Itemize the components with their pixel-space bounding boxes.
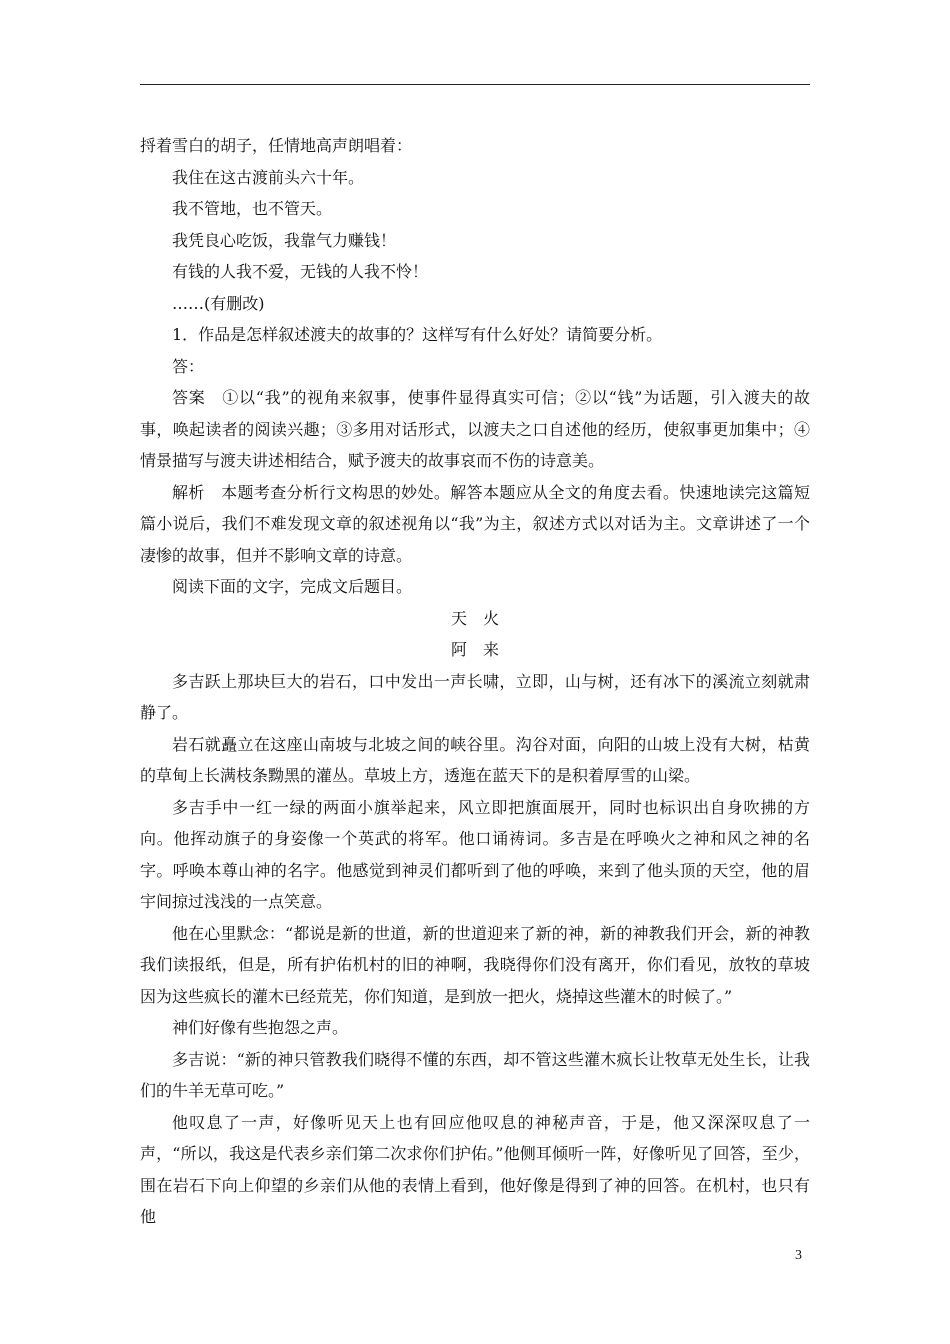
article-paragraph: 神们好像有些抱怨之声。 (172, 1018, 349, 1037)
article-author: 阿 来 (450, 640, 499, 659)
answer-label: 答案 (172, 388, 206, 407)
poem-intro: 捋着雪白的胡子，任情地高声朗唱着： (140, 136, 413, 155)
analysis-text: 本题考查分析行文构思的妙处。解答本题应从全文的角度去看。快速地读完这篇短篇小说后，我们不难发现文章的叙述视角以“我”为主，叙述方式以对话为主。文章讲述了一个凄惨的故事，但并不影响文章的诗意。 (140, 482, 810, 565)
source-note: ……(有删改) (172, 293, 265, 313)
analysis-paragraph (140, 477, 810, 572)
answer-paragraph (140, 382, 810, 477)
poem-line: 我凭良心吃饭，我靠气力赚钱！ (172, 230, 397, 250)
page-content (140, 130, 810, 1233)
article-paragraph: 他叹息了一声，好像听见天上也有回应他叹息的神秘声音，于是，他又深深叹息了一声，“所以，我这是代表乡亲们第二次求你们护佑。”他侧耳倾听一阵，好像听见了回答，至少，围在岩石下向上仰望的乡亲们从他的表情上看到，他好像是得到了神的回答。在机村，也只有他 (140, 1112, 810, 1226)
header-rule (140, 84, 810, 85)
answer-prompt: 答： (172, 356, 205, 376)
poem-line: 我住在这古渡前头六十年。 (172, 167, 365, 187)
question-1: 1．作品是怎样叙述渡夫的故事的？这样写有什么好处？请简要分析。 (172, 325, 663, 344)
page-number: 3 (795, 1248, 802, 1263)
article-paragraph: 多吉跃上那块巨大的岩石，口中发出一声长啸，立即，山与树，还有冰下的溪流立刻就肃静了。 (140, 671, 810, 722)
article-paragraph: 岩石就矗立在这座山南坡与北坡之间的峡谷里。沟谷对面，向阳的山坡上没有大树，枯黄的草甸上长满枝条黝黑的灌丛。草坡上方，透迤在蓝天下的是积着厚雪的山梁。 (140, 734, 810, 785)
article-title: 天 火 (450, 608, 499, 628)
answer-text: ①以“我”的视角来叙事，使事件显得真实可信；②以“钱”为话题，引入渡夫的故事，唤起读者的阅读兴趣；③多用对话形式，以渡夫之口自述他的经历，使叙事更加集中；④情景描写与渡夫讲述相结合，赋予渡夫的故事哀而不伤的诗意美。 (140, 388, 810, 470)
article-paragraph: 他在心里默念：“都说是新的世道，新的世道迎来了新的神，新的神教我们开会，新的神教我们读报纸，但是，所有护佑机村的旧的神啊，我晓得你们没有离开，你们看见，放牧的草坡因为这些疯长的灌木已经荒芜，你们知道，是到放一把火，烧掉这些灌木的时候了。” (140, 923, 810, 1006)
article-paragraph: 多吉手中一红一绿的两面小旗举起来，风立即把旗面展开，同时也标识出自身吹拂的方向。他挥动旗子的身姿像一个英武的将军。他口诵祷词。多吉是在呼唤火之神和风之神的名字。呼唤本尊山神的名字。他感觉到神灵们都听到了他的呼唤，来到了他头顶的天空，他的眉宇间掠过浅浅的一点笑意。 (140, 797, 810, 911)
poem-line: 有钱的人我不爱，无钱的人我不怜！ (172, 262, 429, 281)
poem-line: 我不管地，也不管天。 (172, 199, 333, 218)
article-paragraph: 多吉说：“新的神只管教我们晓得不懂的东西，却不管这些灌木疯长让牧草无处生长，让我们的牛羊无草可吃。” (140, 1049, 810, 1100)
analysis-label: 解析 (172, 482, 205, 502)
reading-instruction: 阅读下面的文字，完成文后题目。 (172, 577, 413, 596)
